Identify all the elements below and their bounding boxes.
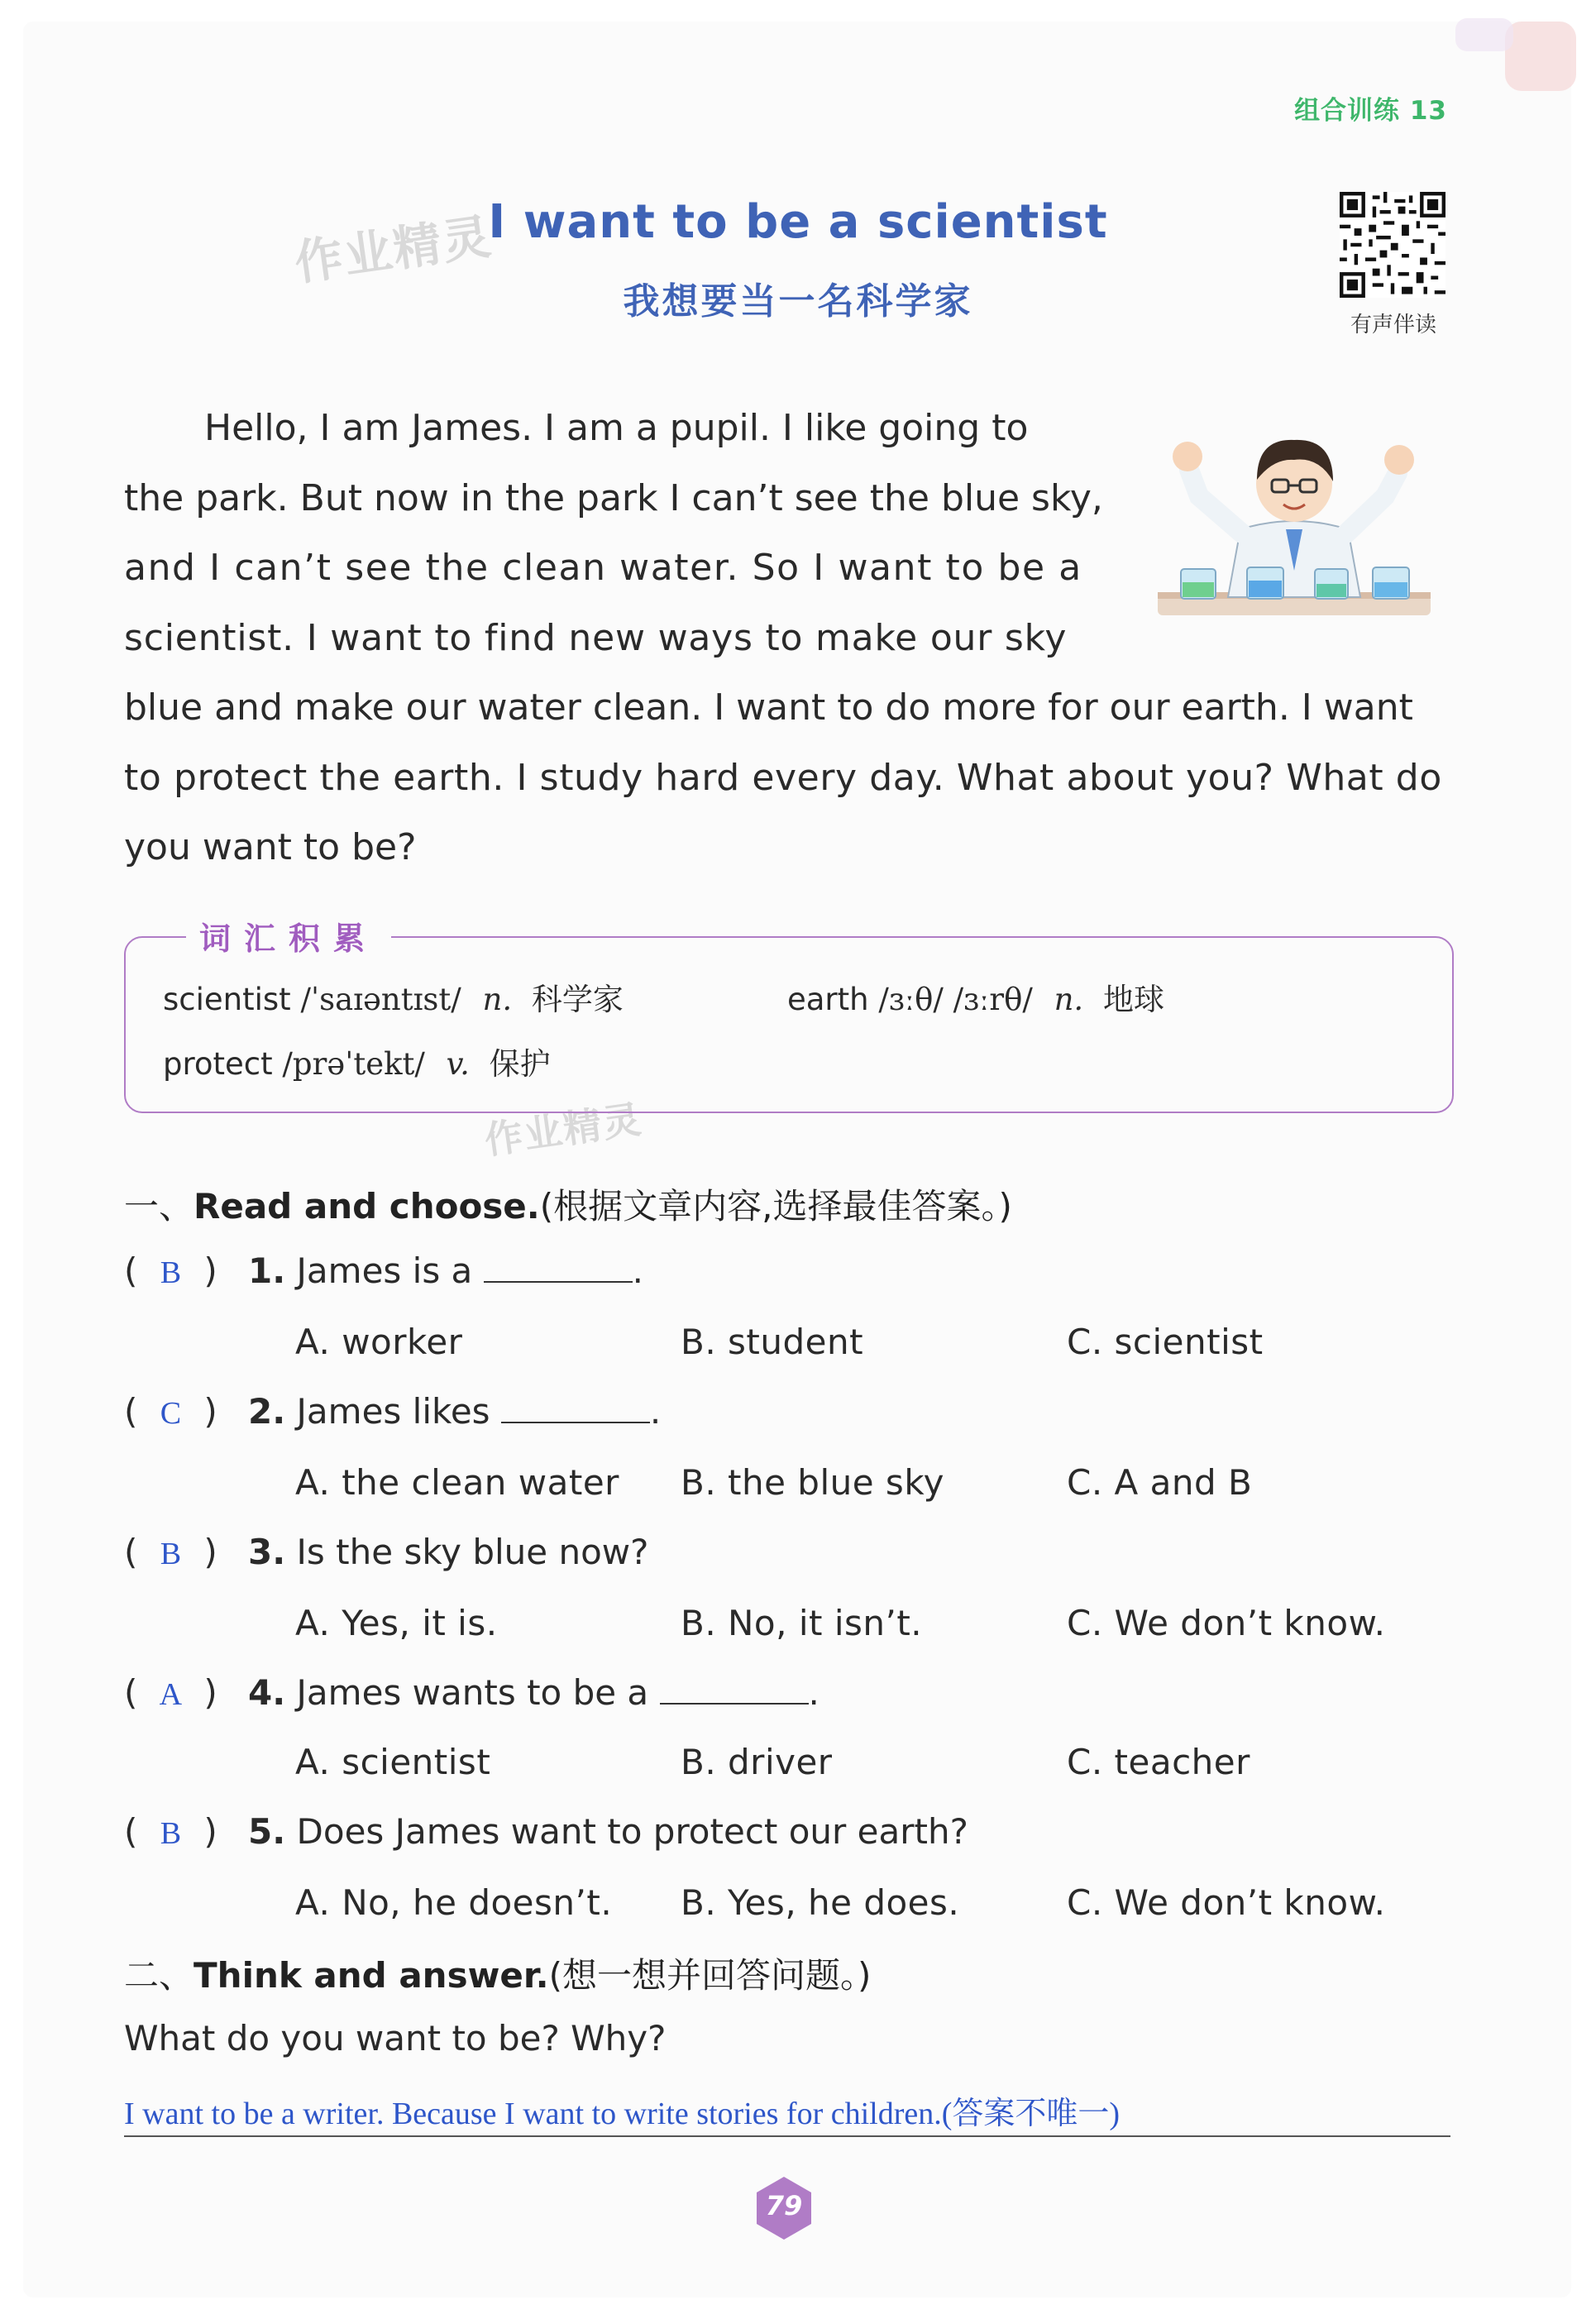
answer-choice[interactable]: B bbox=[160, 1816, 182, 1851]
answer-choice[interactable]: B bbox=[160, 1537, 182, 1571]
answer-choice[interactable]: C bbox=[160, 1396, 182, 1431]
watermark: 作业精灵 bbox=[481, 1096, 646, 1164]
qr-code-icon[interactable] bbox=[1340, 192, 1445, 298]
option-a[interactable]: A. worker bbox=[295, 1322, 463, 1362]
answer-rule bbox=[124, 2135, 1450, 2137]
question-text: James wants to be a bbox=[296, 1672, 649, 1713]
qr-label: 有声伴读 bbox=[1350, 313, 1436, 337]
page-subtitle: 我想要当一名科学家 bbox=[623, 280, 973, 323]
answer-blank[interactable] bbox=[660, 1676, 809, 1705]
corner-decoration-secondary bbox=[1455, 18, 1513, 51]
question-number: 3. bbox=[248, 1532, 286, 1572]
option-b[interactable]: B. No, it isn’t. bbox=[681, 1603, 923, 1643]
vocab-pos: v. bbox=[446, 1046, 470, 1082]
option-b[interactable]: B. the blue sky bbox=[681, 1462, 944, 1503]
passage-line: scientist. I want to find new ways to make our sky bbox=[124, 616, 1068, 659]
vocab-pos: n. bbox=[482, 982, 513, 1017]
option-c[interactable]: C. teacher bbox=[1067, 1742, 1250, 1782]
vocab-word: scientist bbox=[163, 982, 291, 1017]
passage-line: you want to be? bbox=[124, 826, 417, 868]
answer-paren: ( B ) bbox=[124, 1532, 217, 1572]
section-title: Read and choose. bbox=[194, 1186, 540, 1226]
corner-decoration bbox=[1505, 22, 1576, 91]
option-c[interactable]: C. We don’t know. bbox=[1067, 1603, 1386, 1643]
answer-paren: ( B ) bbox=[124, 1250, 217, 1291]
vocab-entry bbox=[787, 974, 1164, 1019]
option-b[interactable]: B. Yes, he does. bbox=[681, 1882, 960, 1923]
answer-paren: ( B ) bbox=[124, 1811, 217, 1852]
vocab-pos: n. bbox=[1054, 982, 1084, 1017]
section-heading bbox=[124, 1179, 1012, 1229]
question-number: 5. bbox=[248, 1811, 286, 1852]
passage-line: the park. But now in the park I can’t see the blue sky, bbox=[124, 476, 1103, 519]
page-title: I want to be a scientist bbox=[488, 195, 1108, 249]
passage-line: and I can’t see the clean water. So I want to be a bbox=[124, 547, 1082, 589]
question-row bbox=[124, 1811, 968, 1852]
header-tag: 组合训练 13 bbox=[1294, 96, 1447, 126]
vocab-meaning: 科学家 bbox=[531, 982, 624, 1017]
answer-choice[interactable]: B bbox=[160, 1255, 182, 1290]
option-c[interactable]: C. A and B bbox=[1067, 1462, 1253, 1503]
question-text: Does James want to protect our earth? bbox=[296, 1811, 968, 1852]
question-tail: . bbox=[632, 1250, 644, 1291]
question-prompt: What do you want to be? Why? bbox=[124, 2018, 667, 2058]
option-a[interactable]: A. the clean water bbox=[295, 1462, 619, 1503]
vocab-word: earth bbox=[787, 982, 869, 1017]
question-row bbox=[124, 1250, 643, 1291]
question-number: 4. bbox=[248, 1672, 286, 1713]
section-prefix: 一、 bbox=[124, 1186, 194, 1226]
page-number: 79 bbox=[765, 2190, 803, 2221]
vocab-entry bbox=[163, 1039, 551, 1083]
vocab-word: protect bbox=[163, 1046, 273, 1082]
answer-blank[interactable] bbox=[501, 1395, 650, 1423]
vocab-meaning: 地球 bbox=[1102, 982, 1164, 1017]
passage-line: to protect the earth. I study hard every day. What about you? What do bbox=[124, 756, 1442, 799]
question-row bbox=[124, 1672, 820, 1713]
question-text: James likes bbox=[296, 1391, 490, 1432]
vocab-entry bbox=[163, 974, 624, 1019]
section-note: (根据文章内容,选择最佳答案。) bbox=[539, 1186, 1012, 1226]
passage-line: Hello, I am James. I am a pupil. I like going to bbox=[204, 407, 1029, 449]
option-a[interactable]: A. Yes, it is. bbox=[295, 1603, 498, 1643]
question-tail: . bbox=[808, 1672, 820, 1713]
vocab-phonetic: /ˈsaɪəntɪst/ bbox=[300, 982, 461, 1017]
answer-blank[interactable] bbox=[484, 1255, 633, 1283]
passage-line: blue and make our water clean. I want to do more for our earth. I want bbox=[124, 686, 1413, 729]
section-heading bbox=[124, 1948, 871, 1998]
vocabulary-title: 词汇积累 bbox=[186, 913, 391, 959]
question-text: Is the sky blue now? bbox=[296, 1532, 649, 1572]
answer-paren: ( A ) bbox=[124, 1672, 217, 1713]
option-c[interactable]: C. We don’t know. bbox=[1067, 1882, 1386, 1923]
vocabulary-box bbox=[124, 936, 1454, 1113]
section-title: Think and answer. bbox=[194, 1955, 549, 1996]
question-tail: . bbox=[649, 1391, 662, 1432]
answer-text[interactable]: I want to be a writer. Because I want to write stories for children.(答案不唯一) bbox=[124, 2097, 1121, 2131]
watermark: 作业精灵 bbox=[291, 208, 496, 292]
answer-choice[interactable]: A bbox=[159, 1677, 183, 1712]
option-b[interactable]: B. driver bbox=[681, 1742, 833, 1782]
section-note: (想一想并回答问题。) bbox=[548, 1955, 872, 1996]
vocab-phonetic: /ɜːθ/ /ɜːrθ/ bbox=[878, 982, 1033, 1017]
question-text: James is a bbox=[296, 1250, 473, 1291]
vocab-phonetic: /prəˈtekt/ bbox=[282, 1046, 425, 1082]
answer-paren: ( C ) bbox=[124, 1391, 217, 1432]
question-row bbox=[124, 1532, 648, 1572]
question-number: 2. bbox=[248, 1391, 286, 1432]
scientist-illustration bbox=[1149, 405, 1439, 637]
question-number: 1. bbox=[248, 1250, 286, 1291]
option-b[interactable]: B. student bbox=[681, 1322, 864, 1362]
question-row bbox=[124, 1391, 661, 1432]
option-a[interactable]: A. scientist bbox=[295, 1742, 491, 1782]
option-c[interactable]: C. scientist bbox=[1067, 1322, 1264, 1362]
vocab-meaning: 保护 bbox=[489, 1046, 551, 1082]
option-a[interactable]: A. No, he doesn’t. bbox=[295, 1882, 613, 1923]
section-prefix: 二、 bbox=[124, 1955, 194, 1996]
